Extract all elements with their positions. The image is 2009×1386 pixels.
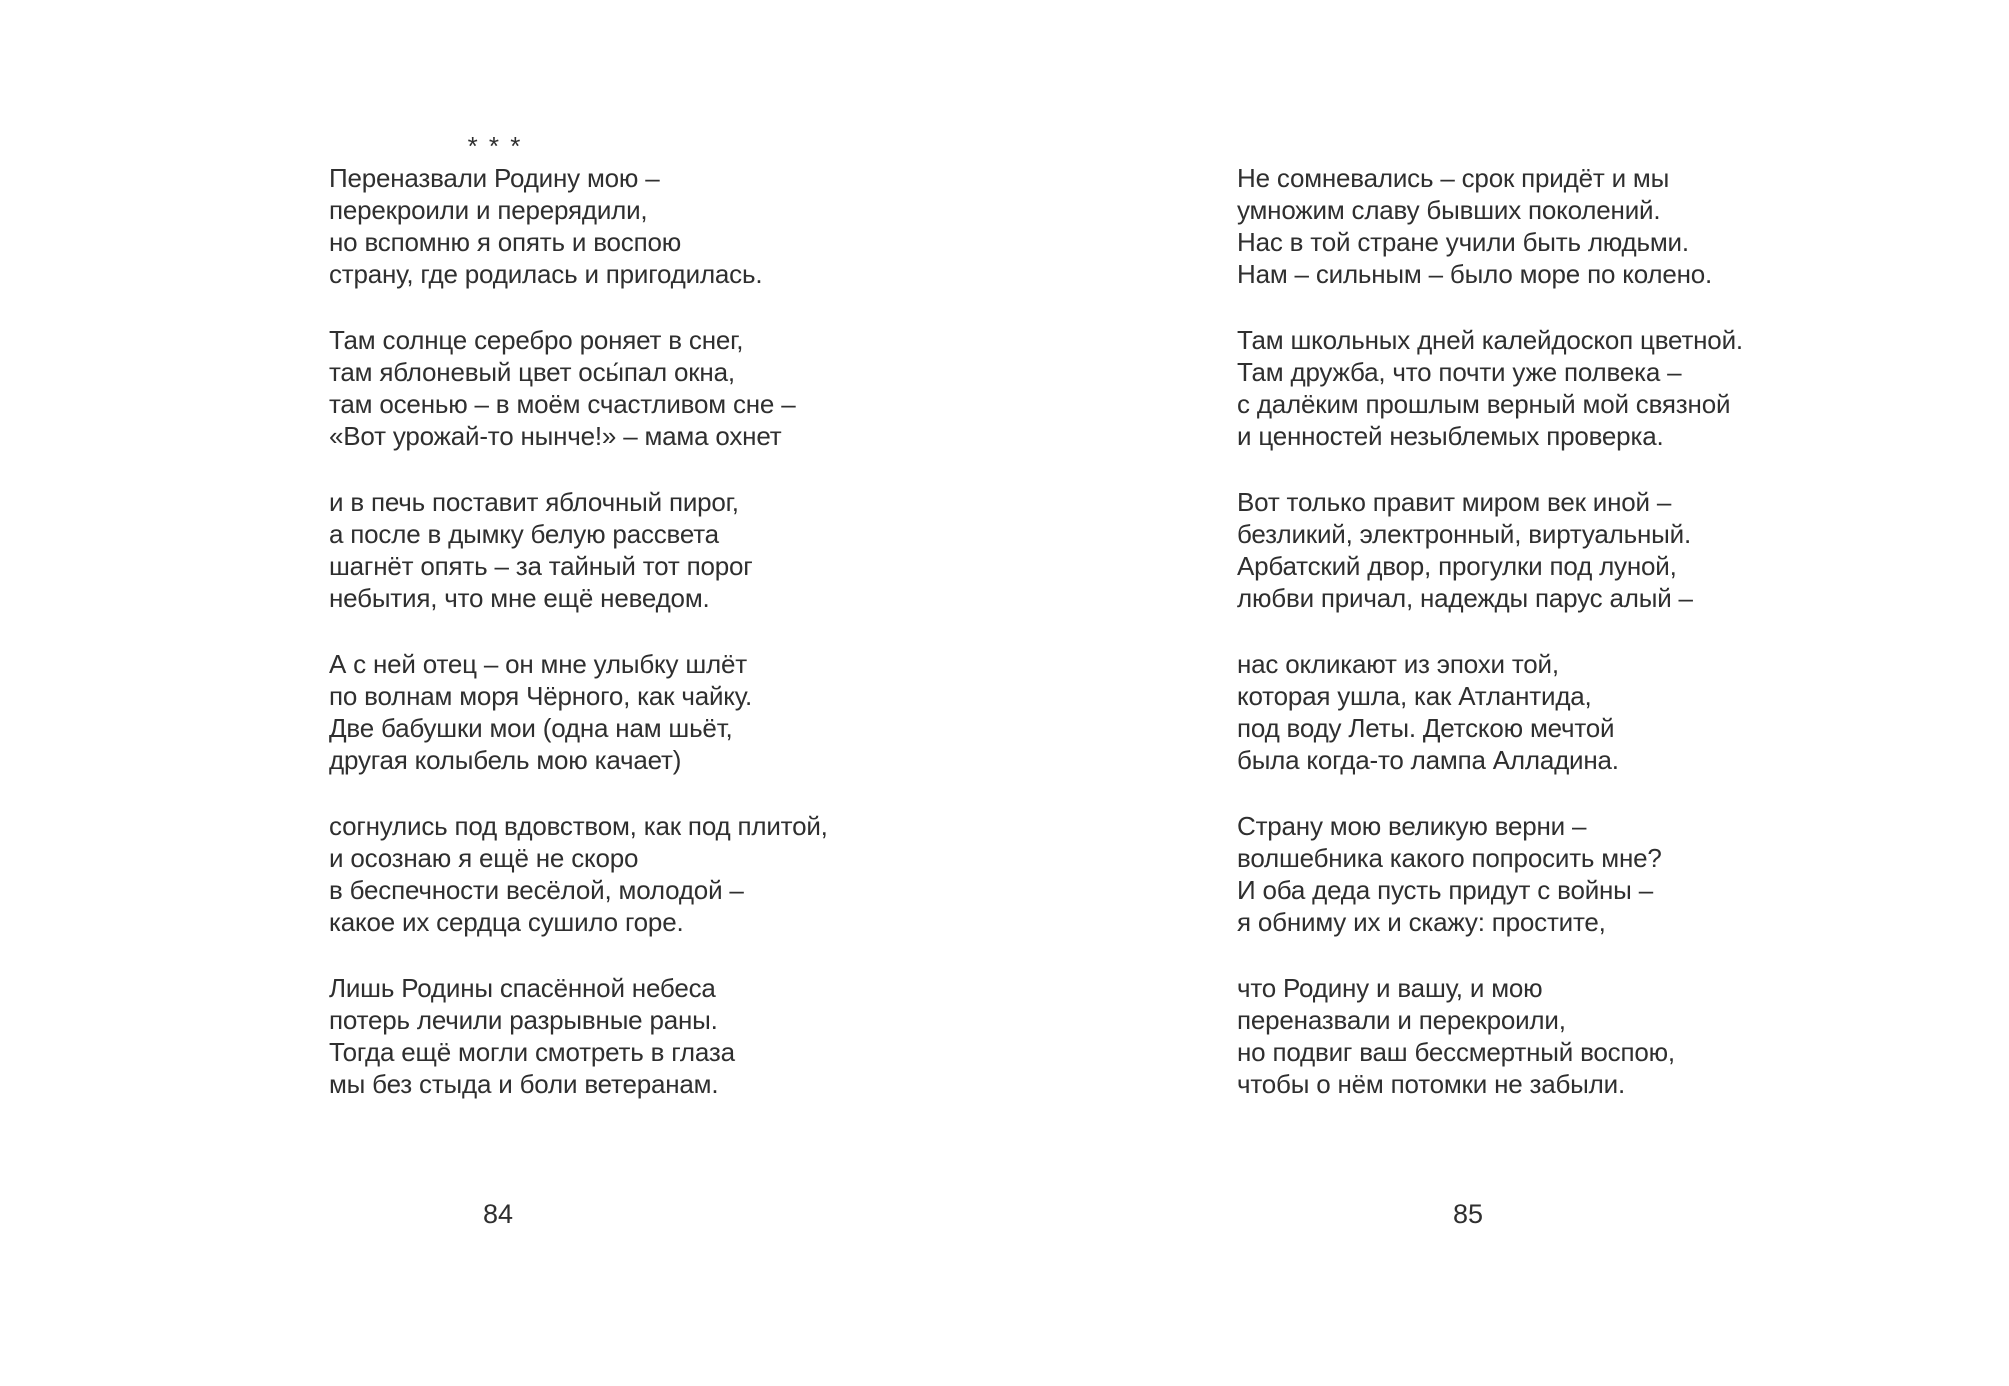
poem-line: другая колыбель мою качает) — [329, 745, 682, 775]
page-right — [1237, 162, 1877, 1134]
stanza — [329, 810, 969, 938]
poem-line: Арбатский двор, прогулки под луной, — [1237, 551, 1677, 581]
page-number-right: 85 — [1452, 1199, 1484, 1229]
poem-line: была когда-то лампа Алладина. — [1237, 745, 1619, 775]
poem-line: что Родину и вашу, и мою — [1237, 973, 1543, 1003]
poem-left-column — [329, 162, 969, 1100]
poem-line: мы без стыда и боли ветеранам. — [329, 1069, 719, 1099]
poem-line: Тогда ещё могли смотреть в глаза — [329, 1037, 735, 1067]
poem-line: согнулись под вдовством, как под плитой, — [329, 811, 828, 841]
poem-line: там яблоневый цвет осы́пал окна, — [329, 357, 735, 387]
poem-line: волшебника какого попросить мне? — [1237, 843, 1662, 873]
poem-line: и осознаю я ещё не скоро — [329, 843, 639, 873]
poem-line: И оба деда пусть придут с войны – — [1237, 875, 1653, 905]
stanza — [1237, 162, 1877, 290]
page-left — [329, 130, 969, 1134]
poem-line: а после в дымку белую рассвета — [329, 519, 719, 549]
poem-line: Там солнце серебро роняет в снег, — [329, 325, 744, 355]
poem-line: Лишь Родины спасённой небеса — [329, 973, 716, 1003]
stanza — [1237, 324, 1877, 452]
poem-line: но вспомню я опять и воспою — [329, 227, 682, 257]
poem-line: я обниму их и скажу: простите, — [1237, 907, 1606, 937]
poem-line: по волнам моря Чёрного, как чайку. — [329, 681, 752, 711]
poem-line: под воду Леты. Детскою мечтой — [1237, 713, 1615, 743]
poem-line: и ценностей незыблемых проверка. — [1237, 421, 1664, 451]
poem-line: Две бабушки мои (одна нам шьёт, — [329, 713, 733, 743]
poem-line: Не сомневались – срок придёт и мы — [1237, 163, 1670, 193]
poem-line: любви причал, надежды парус алый – — [1237, 583, 1693, 613]
poem-line: безликий, электронный, виртуальный. — [1237, 519, 1691, 549]
poem-line: чтобы о нём потомки не забыли. — [1237, 1069, 1625, 1099]
page-number-left: 84 — [482, 1199, 514, 1229]
poem-line: Нам – сильным – было море по колено. — [1237, 259, 1713, 289]
poem-line: и в печь поставит яблочный пирог, — [329, 487, 739, 517]
stanza — [1237, 972, 1877, 1100]
poem-line: но подвиг ваш бессмертный воспою, — [1237, 1037, 1675, 1067]
poem-line: в беспечности весёлой, молодой – — [329, 875, 744, 905]
poem-line: Переназвали Родину мою – — [329, 163, 660, 193]
poem-line: Там школьных дней калейдоскоп цветной. — [1237, 325, 1743, 355]
stanza — [1237, 648, 1877, 776]
stanza — [329, 486, 969, 614]
poem-line: Нас в той стране учили быть людьми. — [1237, 227, 1689, 257]
poem-line: переназвали и перекроили, — [1237, 1005, 1566, 1035]
stanza — [329, 324, 969, 452]
poem-line: «Вот урожай-то нынче!» – мама охнет — [329, 421, 782, 451]
stanza — [1237, 486, 1877, 614]
poem-line: Страну мою великую верни – — [1237, 811, 1587, 841]
poem-line: перекроили и перерядили, — [329, 195, 648, 225]
stanza — [1237, 810, 1877, 938]
poem-line: Там дружба, что почти уже полвека – — [1237, 357, 1682, 387]
poem-line: небытия, что мне ещё неведом. — [329, 583, 710, 613]
poem-line: там осенью – в моём счастливом сне – — [329, 389, 796, 419]
poem-line: потерь лечили разрывные раны. — [329, 1005, 718, 1035]
stanza — [329, 972, 969, 1100]
poem-right-column — [1237, 162, 1877, 1100]
poem-divider-stars: * * * — [467, 131, 523, 161]
stanza — [329, 162, 969, 290]
stanza — [329, 648, 969, 776]
poem-line: умножим славу бывших поколений. — [1237, 195, 1661, 225]
poem-line: которая ушла, как Атлантида, — [1237, 681, 1592, 711]
poem-line: с далёким прошлым верный мой связной — [1237, 389, 1731, 419]
poem-line: А с ней отец – он мне улыбку шлёт — [329, 649, 747, 679]
poem-line: шагнёт опять – за тайный тот порог — [329, 551, 753, 581]
poem-line: страну, где родилась и пригодилась. — [329, 259, 763, 289]
poem-line: нас окликают из эпохи той, — [1237, 649, 1559, 679]
poem-line: Вот только правит миром век иной – — [1237, 487, 1672, 517]
poem-line: какое их сердца сушило горе. — [329, 907, 684, 937]
